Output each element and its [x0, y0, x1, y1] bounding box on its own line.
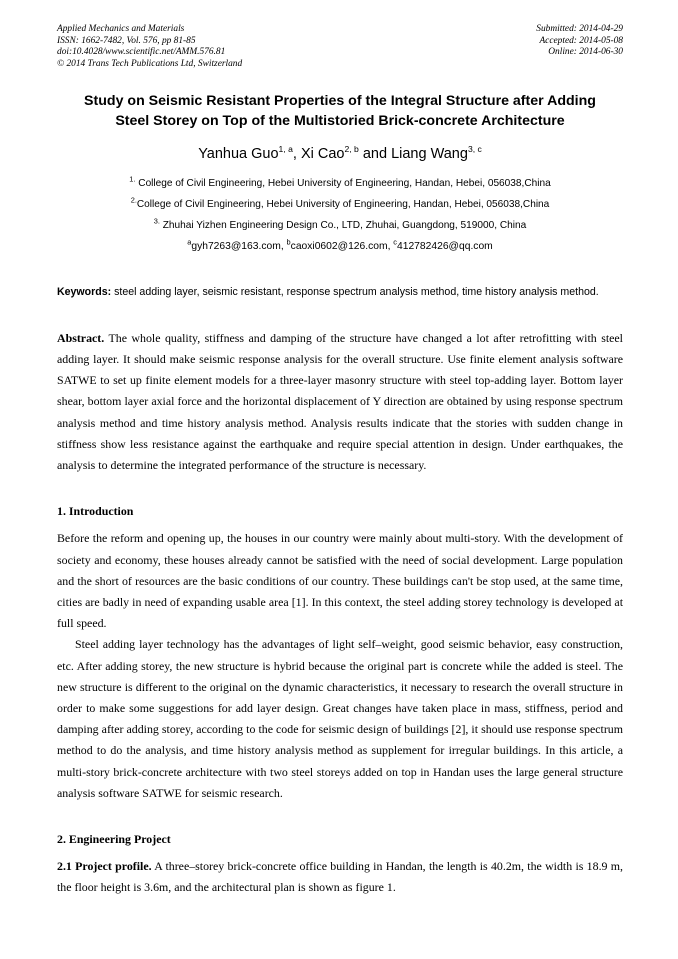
email-2-marker: b [286, 237, 291, 247]
email-3-marker: c [393, 237, 397, 247]
affiliation-1-marker: 1. [129, 175, 136, 185]
author-3-affiliation-marker: 3, c [467, 144, 482, 155]
project-profile-text: A three–storey brick-concrete office building in Handan, the length is 40.2m, the width is 18.9 m, the floor height is 3.6m, and the architectural plan is shown as figure 1. [57, 858, 623, 895]
subsection-label-project-profile: 2.1 Project profile. [57, 858, 152, 873]
author-separator-1: , [292, 146, 301, 163]
email-1-address[interactable]: gyh7263@163.com [191, 241, 281, 253]
accepted-date: Accepted: 2014-05-08 [539, 35, 623, 46]
email-list [57, 236, 623, 257]
submitted-date: Submitted: 2014-04-29 [536, 24, 623, 34]
author-3-name: Liang Wang [391, 146, 468, 163]
email-3-address[interactable]: 412782426@qq.com [397, 241, 493, 253]
page-title: Study on Seismic Resistant Properties of the Integral Structure after Adding Steel Storey on Top of the Multistoried Brick-concrete Architecture [84, 93, 596, 129]
introduction-paragraph-1: Before the reform and opening up, the houses in our country were mainly about multi-story. With the development of society and economy, these houses already cannot be satisfied with the need of social development. Large population and the short of resources are the basic conditions of our country. These buildings can't be stop used, at the same time, cities are badly in need of expanding usable area [1]. In this context, the steel adding storey technology is developed at full speed. [57, 531, 623, 631]
project-profile-paragraph [57, 856, 623, 898]
keywords-block [57, 283, 623, 302]
abstract-label: Abstract. [57, 330, 105, 345]
email-separator-1: , [280, 241, 287, 253]
journal-header-right [536, 24, 623, 59]
online-date: Online: 2014-06-30 [548, 47, 623, 58]
affiliation-list [57, 173, 623, 236]
author-1-name: Yanhua Guo [198, 146, 279, 163]
affiliation-1-text: College of Civil Engineering, Hebei University of Engineering, Handan, Hebei, 056038,China [138, 178, 551, 190]
affiliation-2-text: College of Civil Engineering, Hebei University of Engineering, Handan, Hebei, 056038,China [136, 199, 550, 211]
author-2-name: Xi Cao [300, 146, 345, 163]
email-separator-2: , [387, 241, 394, 253]
author-separator-2: and [358, 146, 392, 163]
journal-issn-volume: ISSN: 1662-7482, Vol. 576, pp 81-85 [57, 35, 196, 46]
affiliation-3-text: Zhuhai Yizhen Engineering Design Co., LTD, Zhuhai, Guangdong, 519000, China [162, 220, 527, 232]
journal-copyright: © 2014 Trans Tech Publications Ltd, Switzerland [57, 58, 243, 69]
abstract-block [57, 328, 623, 476]
section-heading-engineering-project: 2. Engineering Project [57, 831, 171, 846]
keywords-text: steel adding layer, seismic resistant, response spectrum analysis method, time history analysis method. [111, 286, 599, 299]
journal-name: Applied Mechanics and Materials [57, 24, 185, 34]
affiliation-2-marker: 2. [130, 196, 137, 206]
author-list [57, 145, 623, 163]
section-heading-introduction: 1. Introduction [57, 504, 134, 519]
affiliation-2 [57, 194, 623, 215]
introduction-paragraph-2: Steel adding layer technology has the advantages of light self–weight, good seismic behavior, easy construction, etc. After adding storey, the new structure is hybrid because the original part is concrete while the added is steel. The new structure is different to the original on the dynamic characteristics, it necessary to research the overall structure in order to make some suggestions for add layer design. Great changes have taken place in mass, stiffness, period and damping after adding storey, according to the code for seismic design of buildings [2], it should use response spectrum method to do the analysis, and time history analysis method as supplement for irregular buildings. In this article, a multi-story brick-concrete architecture with two steel storeys added on top in Handan uses the large general structure analysis software SATWE for seismic research. [57, 637, 623, 800]
author-1-affiliation-marker: 1, a [278, 144, 293, 155]
email-1-marker: a [187, 237, 192, 247]
journal-header [57, 24, 623, 70]
keywords-label: Keywords: [57, 286, 112, 299]
email-2-address[interactable]: caoxi0602@126.com [290, 241, 388, 253]
affiliation-3 [57, 215, 623, 236]
author-2-affiliation-marker: 2, b [344, 144, 359, 155]
affiliation-3-marker: 3. [153, 217, 160, 227]
abstract-text: The whole quality, stiffness and damping of the structure have changed a lot after retrofitting with steel adding layer. It should make seismic response analysis for the overall structure. Use finite element analysis software SATWE to set up finite element models for a three-layer masonry structure with steel top-adding layer. Bottom layer shear, bottom layer axial force and the horizontal displacement of Y direction are obtained by using response spectrum analysis method and time history analysis method. Analysis results indicate that the stories with sudden change in stiffness show less resistance against the earthquake and require special attention in design. Under earthquakes, the analysis to determine the integrated performance of the structure is necessary. [57, 330, 623, 473]
journal-doi: doi:10.4028/www.scientific.net/AMM.576.81 [57, 47, 226, 58]
journal-header-left [57, 24, 242, 70]
affiliation-1 [57, 173, 623, 194]
